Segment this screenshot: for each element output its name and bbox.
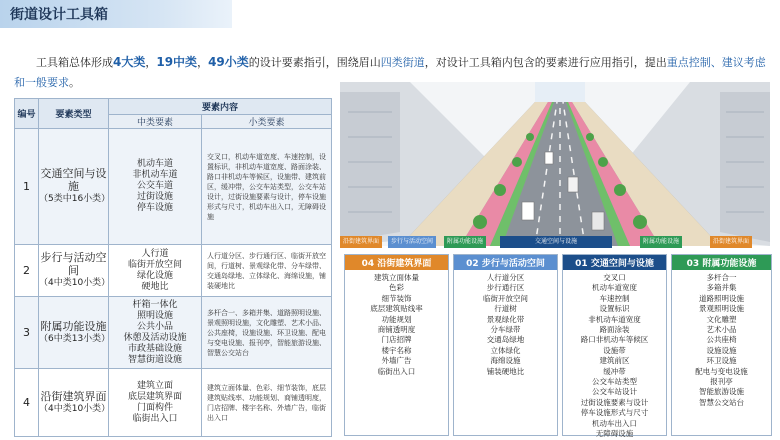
intro-text: ， [197, 56, 209, 69]
row-num: 4 [15, 369, 39, 437]
intro-highlight-requirements: 重点控制、建议考虑和一般要求 [14, 56, 766, 89]
panel-item: 无障碍设施 [595, 429, 634, 439]
table-row [15, 369, 332, 437]
mid-item: 停车设施 [136, 203, 173, 213]
panel-item: 铺装硬地比 [486, 366, 525, 376]
header-small: 小类要素 [202, 115, 332, 129]
mid-item: 公交车道 [136, 181, 173, 191]
row-type-label: 附属功能设施 [40, 319, 107, 333]
illustration-legend-strip [340, 236, 770, 248]
panel-item: 建筑前区 [599, 356, 630, 366]
panel-item: 设置标识 [599, 304, 630, 314]
panel-item: 门店招牌 [381, 335, 412, 345]
panel-item: 临街出入口 [377, 366, 416, 376]
panel-items [563, 270, 666, 440]
panel-item: 底层建筑贴线率 [370, 304, 423, 314]
panel-item: 分车绿带 [490, 325, 521, 335]
panel-item: 设施设施 [706, 345, 737, 355]
row-small: 多杆合一、多箱并集、道路照明设施、景观照明设施，文化雕塑、艺术小品、公共座椅，设施设施、环卫设施、配电与变电设施、报刊亭，智能旅游设施、智慧公交站台 [202, 297, 332, 369]
panel-pedestrian-space [453, 254, 558, 436]
panel-header: 02 步行与活动空间 [454, 255, 557, 270]
panel-item: 人行道分区 [486, 273, 525, 282]
panel-item: 商铺透明度 [377, 325, 416, 335]
panel-item: 海绵设施 [490, 356, 521, 366]
row-mid [109, 369, 202, 437]
toolbox-table [14, 98, 332, 437]
panel-item: 设施带 [603, 345, 626, 355]
row-small: 建筑立面体量、色彩、细节装饰，底层建筑贴线率、功能规划、商铺透明度，门店招牌、楼宇名称、外墙广告，临街出入口 [202, 369, 332, 437]
intro-highlight-49-categories: 49小类 [208, 55, 249, 69]
row-type-count: （4中类10小类） [39, 403, 111, 414]
mid-item: 硬地比 [141, 281, 169, 292]
row-num: 3 [15, 297, 39, 369]
panel-building-front [344, 254, 449, 436]
panel-header: 04 沿街建筑界面 [345, 255, 448, 270]
strip-label-facilities: 附属功能设施 [444, 236, 486, 248]
panel-item: 智慧公交站台 [699, 397, 744, 407]
panel-item: 步行通行区 [486, 283, 525, 293]
strip-label-facilities-right: 附属功能设施 [640, 236, 682, 248]
row-mid [109, 245, 202, 297]
panel-item: 智能旅游设施 [699, 387, 744, 397]
panel-item: 临街开放空间 [483, 293, 528, 303]
mid-item: 建筑立面 [136, 380, 173, 391]
mid-item: 临街开放空间 [127, 259, 182, 270]
intro-highlight-19-categories: 19中类 [156, 55, 198, 69]
panel-item: 车速控制 [599, 293, 630, 303]
intro-highlight-4-categories: 4大类 [113, 55, 146, 69]
panel-item: 配电与变电设施 [695, 366, 748, 376]
panel-item: 机动车出入口 [592, 418, 637, 428]
panel-item: 细节装饰 [381, 293, 412, 303]
panel-item: 楼宇名称 [381, 345, 412, 355]
strip-label-traffic: 交通空间与设施 [500, 236, 612, 248]
panel-item: 多箱并集 [706, 283, 737, 293]
panel-auxiliary-facilities [671, 254, 772, 436]
panel-item: 交叉口 [603, 273, 626, 282]
panel-item: 景观绿化带 [486, 314, 525, 324]
panel-item: 报刊亭 [710, 377, 733, 387]
mid-item: 杆箱一体化 [132, 299, 178, 310]
row-type [39, 369, 109, 437]
mid-item: 门面构件 [136, 402, 173, 413]
panel-item: 文化雕塑 [706, 314, 737, 324]
row-mid [109, 129, 202, 245]
mid-item: 公共小品 [136, 321, 173, 332]
mid-item: 市政基础设施 [127, 343, 182, 354]
row-type [39, 129, 109, 245]
mid-item: 人行道 [141, 248, 169, 259]
panel-item: 公共座椅 [706, 335, 737, 345]
panel-item: 过街设施要素与设计 [580, 397, 649, 407]
row-small: 人行道分区、步行通行区、临街开放空间，行道树、景观绿化带、分车绿带、交通岛绿地、立体绿化、海绵设施，铺装硬地比 [202, 245, 332, 297]
street-illustration-svg [340, 82, 770, 246]
header-content: 要素内容 [109, 99, 332, 115]
panel-item: 立体绿化 [490, 345, 521, 355]
intro-text: 工具箱总体形成 [36, 56, 113, 69]
intro-text: ，对设计工具箱内包含的要素进行应用指引，提出 [424, 56, 667, 69]
mid-item: 过街设施 [136, 192, 173, 202]
row-type [39, 245, 109, 297]
strip-label-pedestrian: 步行与活动空间 [388, 236, 436, 248]
mid-item: 智慧街道设施 [127, 354, 182, 365]
row-type-label: 沿街建筑界面 [40, 389, 107, 403]
panel-item: 道路照明设施 [699, 293, 744, 303]
panel-items [345, 270, 448, 377]
panel-item: 停车设施形式与尺寸 [580, 408, 649, 418]
header-type: 要素类型 [39, 99, 109, 129]
panel-item: 建筑立面体量 [374, 273, 419, 282]
row-num: 1 [15, 129, 39, 245]
panel-item: 机动车道宽度 [592, 283, 637, 293]
table-row [15, 297, 332, 369]
row-type-count: （6中类13小类） [39, 333, 111, 344]
row-type-count: （5类中16小类） [39, 194, 111, 204]
panel-item: 路面涂装 [599, 325, 630, 335]
panel-item: 环卫设施 [706, 356, 737, 366]
strip-label-building-front-right: 沿街建筑界面 [710, 236, 752, 248]
intro-text: ， [145, 56, 157, 69]
page-title: 街道设计工具箱 [10, 7, 108, 23]
panel-item: 公交车站设计 [592, 387, 637, 397]
row-mid [109, 297, 202, 369]
table-row [15, 245, 332, 297]
panel-item: 公交车站类型 [592, 377, 637, 387]
row-type-label: 交通空间与设施 [40, 167, 107, 193]
row-num: 2 [15, 245, 39, 297]
panel-item: 多杆合一 [706, 273, 737, 282]
panel-items [454, 270, 557, 377]
page-title-bar [0, 0, 232, 28]
panel-item: 艺术小品 [706, 325, 737, 335]
panel-item: 路口非机动车等候区 [580, 335, 649, 345]
panel-item: 景观照明设施 [699, 304, 744, 314]
mid-item: 非机动车道 [132, 170, 178, 180]
table-row [15, 129, 332, 245]
panel-header: 01 交通空间与设施 [563, 255, 666, 270]
panel-header: 03 附属功能设施 [672, 255, 771, 270]
mid-item: 机动车道 [136, 159, 173, 169]
panel-item: 交通岛绿地 [486, 335, 525, 345]
row-type [39, 297, 109, 369]
row-type-count: （4中类10小类） [39, 278, 111, 288]
panel-item: 非机动车道宽度 [588, 314, 641, 324]
row-small: 交叉口，机动车道宽度、车速控制，设置标识，非机动车道宽度、路面涂装、路口非机动车等候区，设施带、建筑前区，缓冲带，公交车站类型，公交车站设计，过街设施要素与设计，停车设施形式与尺寸，机动车出入口，无障碍设施 [202, 129, 332, 245]
mid-item: 临街出入口 [132, 413, 178, 424]
mid-item: 照明设施 [136, 310, 173, 321]
panel-traffic-space [562, 254, 667, 439]
panel-item: 缓冲带 [603, 366, 626, 376]
strip-label-building-front: 沿街建筑界面 [340, 236, 382, 248]
mid-item: 绿化设施 [136, 270, 173, 281]
street-illustration [340, 82, 770, 246]
row-type-label: 步行与活动空间 [40, 251, 107, 277]
mid-item: 休憩及活动设施 [123, 332, 187, 343]
panel-item: 行道树 [494, 304, 517, 314]
panel-item: 色彩 [389, 283, 404, 293]
header-mid: 中类要素 [109, 115, 202, 129]
panel-item: 功能规划 [381, 314, 412, 324]
header-num: 编号 [15, 99, 39, 129]
panel-item: 外墙广告 [381, 356, 412, 366]
panel-items [672, 270, 771, 408]
intro-highlight-four-streets: 四类街道 [380, 56, 425, 69]
intro-text: 的设计要素指引，围绕眉山 [248, 56, 381, 69]
mid-item: 底层建筑界面 [127, 391, 182, 402]
intro-text: 。 [69, 76, 80, 89]
